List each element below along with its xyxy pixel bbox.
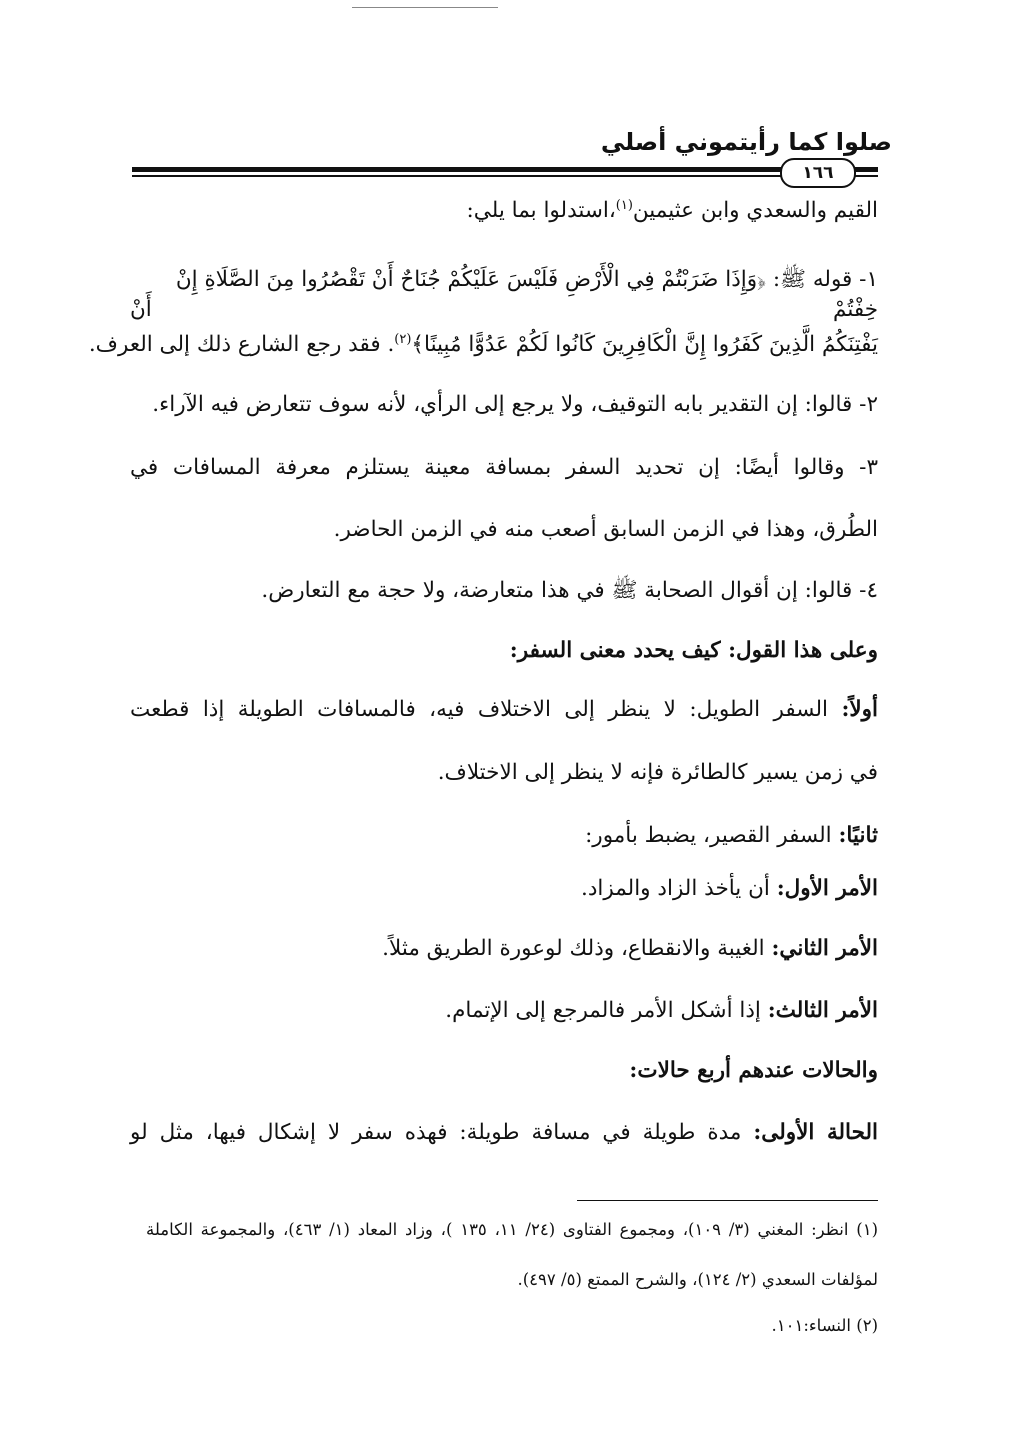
body-line-14-lead: الأمر الثالث: — [767, 998, 878, 1023]
body-line-9-text: السفر الطويل: لا ينظر إلى الاختلاف فيه، فالمسافات الطويلة إذا قطعت — [130, 697, 842, 722]
body-line-8: وعلى هذا القول: كيف يحدد معنى السفر: — [509, 638, 878, 663]
body-line-13 — [130, 936, 878, 961]
footnote-1-line-1: (١) انظر: المغني (٣/ ١٠٩)، ومجموع الفتاوى (٢٤/ ١١، ١٣٥ )، وزاد المعاد (١/ ٤٦٣)، والمجموعة الكاملة — [146, 1220, 878, 1239]
top-rule — [352, 7, 498, 8]
page-number-badge: ١٦٦ — [780, 158, 856, 188]
body-line-7: ٤- قالوا: إن أقوال الصحابة ﷺ في هذا متعارضة، ولا حجة مع التعارض. — [261, 578, 878, 603]
footnote-ref-1: (١) — [615, 198, 633, 213]
body-line-1-text: القيم والسعدي وابن عثيمين — [632, 198, 878, 224]
body-line-10: في زمن يسير كالطائرة فإنه لا ينظر إلى الاختلاف. — [437, 760, 878, 785]
body-line-3 — [88, 332, 878, 358]
header-rule-thick — [132, 167, 878, 172]
footnote-ref-2: (٢) — [394, 332, 412, 347]
body-line-9 — [130, 697, 878, 722]
body-line-4: ٢- قالوا: إن التقدير بابه التوقيف، ولا يرجع إلى الرأي، لأنه سوف تتعارض فيه الآراء. — [152, 392, 878, 417]
body-line-12 — [130, 876, 878, 901]
body-line-6: الطُرق، وهذا في الزمن السابق أصعب منه في الزمن الحاضر. — [333, 517, 878, 542]
body-line-16-lead: الحالة الأولى: — [753, 1120, 878, 1145]
body-line-3-text: يَفْتِنَكُمُ الَّذِينَ كَفَرُوا إِنَّ الْكَافِرِينَ كَانُوا لَكُمْ عَدُوًّا مُبِينًا﴾ — [411, 332, 878, 358]
footnote-1-line-2: لمؤلفات السعدي (٢/ ١٢٤)، والشرح الممتع (٥/ ٤٩٧). — [517, 1270, 878, 1289]
body-line-15: والحالات عندهم أربع حالات: — [629, 1058, 878, 1083]
body-line-16-text: مدة طويلة في مسافة طويلة: فهذه سفر لا إشكال فيها، مثل لو — [130, 1120, 754, 1145]
body-line-1-tail: ،استدلوا بما يلي: — [466, 198, 616, 224]
body-line-9-lead: أولاً: — [841, 697, 878, 722]
body-line-5: ٣- وقالوا أيضًا: إن تحديد السفر بمسافة معينة يستلزم معرفة المسافات في — [130, 455, 878, 480]
body-line-12-lead: الأمر الأول: — [776, 876, 878, 901]
body-line-12-text: أن يأخذ الزاد والمزاد. — [580, 876, 777, 901]
body-line-14-text: إذا أشكل الأمر فالمرجع إلى الإتمام. — [445, 998, 768, 1023]
body-line-13-lead: الأمر الثاني: — [771, 936, 878, 961]
header-rule — [132, 164, 878, 180]
body-line-3-tail: . فقد رجع الشارع ذلك إلى العرف. — [88, 332, 395, 358]
body-line-11-lead: ثانيًا: — [838, 823, 878, 848]
footnote-separator — [577, 1200, 878, 1201]
footnote-2: (٢) النساء:١٠١. — [771, 1316, 878, 1335]
body-line-11-text: السفر القصير، يضبط بأمور: — [585, 823, 839, 848]
body-line-1 — [130, 198, 878, 223]
body-line-16 — [130, 1120, 878, 1145]
body-line-14 — [130, 998, 878, 1023]
body-line-2: ١- قوله ﷺ: ﴿وَإِذَا ضَرَبْتُمْ فِي الْأَرْضِ فَلَيْسَ عَلَيْكُمْ جُنَاحٌ أَنْ تَقْصُرُوا مِنَ الصَّلَاةِ إِنْ خِفْتُمْ أَنْ — [130, 267, 878, 322]
header-rule-thin — [132, 175, 878, 177]
body-line-11 — [130, 823, 878, 848]
body-line-13-text: الغيبة والانقطاع، وذلك لوعورة الطريق مثلاً. — [382, 936, 772, 961]
running-header-title: صلوا كما رأيتموني أصلي — [600, 128, 892, 156]
